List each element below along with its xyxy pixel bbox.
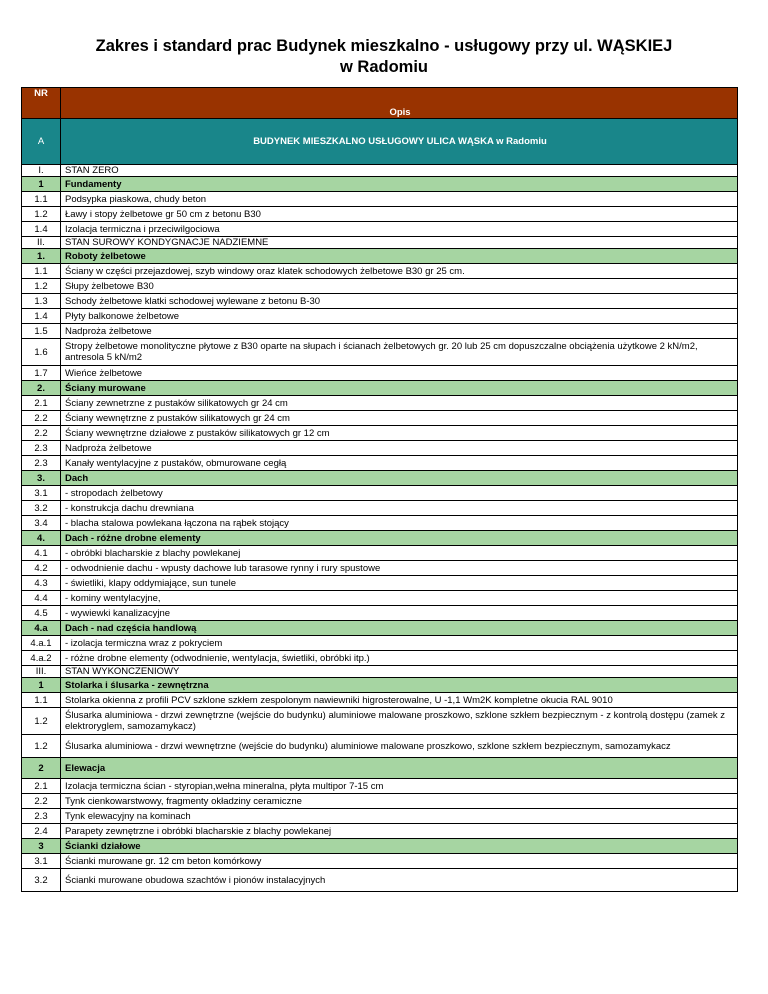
- table-row: [22, 324, 738, 339]
- row-description: Elewacja: [61, 758, 738, 779]
- table-row: [22, 207, 738, 222]
- row-number: 1.3: [22, 294, 61, 309]
- row-number: 4.5: [22, 606, 61, 621]
- row-number: 3.2: [22, 869, 61, 892]
- row-number: 4.1: [22, 546, 61, 561]
- table-row: [22, 606, 738, 621]
- row-description: Nadproża żelbetowe: [61, 441, 738, 456]
- table-row: [22, 456, 738, 471]
- row-description: - kominy wentylacyjne,: [61, 591, 738, 606]
- table-row: [22, 708, 738, 735]
- table-row: [22, 192, 738, 207]
- row-number: 2.1: [22, 779, 61, 794]
- table-row: [22, 651, 738, 666]
- table-row: [22, 693, 738, 708]
- table-row: [22, 294, 738, 309]
- row-number: 2.3: [22, 456, 61, 471]
- table-row: [22, 279, 738, 294]
- row-number: 1.1: [22, 192, 61, 207]
- table-row: [22, 426, 738, 441]
- document-title: Zakres i standard prac Budynek mieszkalno - usługowy przy ul. WĄSKIEJ: [95, 37, 673, 55]
- row-description: Roboty żelbetowe: [61, 249, 738, 264]
- row-number: 4.2: [22, 561, 61, 576]
- section-row: [22, 666, 738, 678]
- row-number: 2.3: [22, 809, 61, 824]
- row-description: Stolarka i ślusarka - zewnętrzna: [61, 678, 738, 693]
- row-description: Nadproża żelbetowe: [61, 324, 738, 339]
- table-header: [22, 88, 738, 119]
- row-number: 1.: [22, 249, 61, 264]
- row-description: Schody żelbetowe klatki schodowej wylewane z betonu B-30: [61, 294, 738, 309]
- row-description: Dach: [61, 471, 738, 486]
- row-number: A: [22, 119, 61, 165]
- row-number: 1: [22, 177, 61, 192]
- row-description: - izolacja termiczna wraz z pokryciem: [61, 636, 738, 651]
- row-number: I.: [22, 165, 61, 177]
- row-number: 2.2: [22, 794, 61, 809]
- row-description: Dach - nad częścia handlową: [61, 621, 738, 636]
- table-row: [22, 546, 738, 561]
- subsection-row: [22, 531, 738, 546]
- table-row: [22, 309, 738, 324]
- row-description: - konstrukcja dachu drewniana: [61, 501, 738, 516]
- row-number: 2.: [22, 381, 61, 396]
- table-row: [22, 779, 738, 794]
- row-description: Ściany zewnetrzne z pustaków silikatowych gr 24 cm: [61, 396, 738, 411]
- table-row: [22, 636, 738, 651]
- row-number: 4.: [22, 531, 61, 546]
- row-description: - odwodnienie dachu - wpusty dachowe lub tarasowe rynny i rury spustowe: [61, 561, 738, 576]
- row-number: II.: [22, 237, 61, 249]
- row-number: 1.6: [22, 339, 61, 366]
- row-description: Ściany murowane: [61, 381, 738, 396]
- row-number: 1.1: [22, 264, 61, 279]
- table-row: [22, 441, 738, 456]
- row-number: 4.3: [22, 576, 61, 591]
- table-row: [22, 486, 738, 501]
- row-number: 3.1: [22, 854, 61, 869]
- table-row: [22, 222, 738, 237]
- row-number: 1.2: [22, 207, 61, 222]
- row-description: Tynk elewacyjny na kominach: [61, 809, 738, 824]
- row-description: Ławy i stopy żelbetowe gr 50 cm z betonu B30: [61, 207, 738, 222]
- row-number: 4.a.2: [22, 651, 61, 666]
- table-row: [22, 264, 738, 279]
- table-row: [22, 591, 738, 606]
- row-description: Słupy żelbetowe B30: [61, 279, 738, 294]
- table-row: [22, 501, 738, 516]
- row-description: STAN SUROWY KONDYGNACJE NADZIEMNE: [61, 237, 738, 249]
- table-row: [22, 366, 738, 381]
- row-number: 3: [22, 839, 61, 854]
- row-number: 4.a: [22, 621, 61, 636]
- row-number: 2.2: [22, 411, 61, 426]
- row-number: 1.4: [22, 222, 61, 237]
- table-row: [22, 516, 738, 531]
- table-row: [22, 854, 738, 869]
- row-description: Izolacja termiczna ścian - styropian,wełna mineralna, płyta multipor 7-15 cm: [61, 779, 738, 794]
- row-number: 3.2: [22, 501, 61, 516]
- table-row: [22, 576, 738, 591]
- row-description: - stropodach żelbetowy: [61, 486, 738, 501]
- row-number: 1.2: [22, 708, 61, 735]
- table-row: [22, 824, 738, 839]
- row-number: 2.2: [22, 426, 61, 441]
- row-description: Dach - różne drobne elementy: [61, 531, 738, 546]
- table-row: [22, 339, 738, 366]
- row-description: - świetliki, klapy oddymiające, sun tunele: [61, 576, 738, 591]
- subsection-row: [22, 471, 738, 486]
- row-description: Płyty balkonowe żelbetowe: [61, 309, 738, 324]
- subsection-row: [22, 621, 738, 636]
- row-number: 3.: [22, 471, 61, 486]
- table-row: [22, 869, 738, 892]
- row-description: Parapety zewnętrzne i obróbki blacharskie z blachy powlekanej: [61, 824, 738, 839]
- row-description: STAN WYKONCZENIOWY: [61, 666, 738, 678]
- table-row: [22, 411, 738, 426]
- row-number: 1: [22, 678, 61, 693]
- scope-table: [21, 87, 738, 892]
- row-description: - obróbki blacharskie z blachy powlekanej: [61, 546, 738, 561]
- section-row: [22, 165, 738, 177]
- row-description: Izolacja termiczna i przeciwilgociowa: [61, 222, 738, 237]
- row-description: STAN ZERO: [61, 165, 738, 177]
- row-number: 3.1: [22, 486, 61, 501]
- row-description: Ślusarka aluminiowa - drzwi zewnętrzne (wejście do budynku) aluminiowe malowane proszkowo, szklone szkłem bezpiecznym - z kontrolą dostępu (zamek z elektroryglem, samozamykacz): [61, 708, 738, 735]
- subsection-row: [22, 839, 738, 854]
- row-number: 1.5: [22, 324, 61, 339]
- row-number: 3.4: [22, 516, 61, 531]
- row-description: Ściany wewnętrzne z pustaków silikatowych gr 24 cm: [61, 411, 738, 426]
- row-number: 2.1: [22, 396, 61, 411]
- subsection-row: [22, 758, 738, 779]
- subsection-row: [22, 678, 738, 693]
- row-number: 1.2: [22, 279, 61, 294]
- row-number: 2: [22, 758, 61, 779]
- row-description: Ścianki murowane obudowa szachtów i pionów instalacyjnych: [61, 869, 738, 892]
- table-row: [22, 561, 738, 576]
- row-number: 1.2: [22, 735, 61, 758]
- row-description: Ścianki murowane gr. 12 cm beton komórkowy: [61, 854, 738, 869]
- row-description: Tynk cienkowarstwowy, fragmenty okładziny ceramiczne: [61, 794, 738, 809]
- row-description: - wywiewki kanalizacyjne: [61, 606, 738, 621]
- building-row: [22, 119, 738, 165]
- subsection-row: [22, 177, 738, 192]
- row-number: 4.4: [22, 591, 61, 606]
- row-description: - blacha stalowa powlekana łączona na rąbek stojący: [61, 516, 738, 531]
- row-number: 2.3: [22, 441, 61, 456]
- row-description: Stropy żelbetowe monolityczne płytowe z B30 oparte na słupach i ścianach żelbetowych gr. 20 lub 25 cm dopuszczalne obciążenia użytkowe 2 kN/m2, antresola 5 kN/m2: [61, 339, 738, 366]
- document-subtitle: w Radomiu: [339, 58, 428, 76]
- table-row: [22, 794, 738, 809]
- row-number: 1.1: [22, 693, 61, 708]
- row-description: Podsypka piaskowa, chudy beton: [61, 192, 738, 207]
- row-description: - różne drobne elementy (odwodnienie, wentylacja, świetliki, obróbki itp.): [61, 651, 738, 666]
- row-description: Fundamenty: [61, 177, 738, 192]
- row-number: 1.4: [22, 309, 61, 324]
- row-description: Stolarka okienna z profili PCV szklone szkłem zespolonym nawiewniki higrosterowalne, U -1,1 Wm2K kompletne okucia RAL 9010: [61, 693, 738, 708]
- header-opis: Opis: [61, 88, 738, 119]
- row-number: 4.a.1: [22, 636, 61, 651]
- header-nr: NR: [22, 88, 61, 119]
- row-description: Ściany wewnętrzne działowe z pustaków silikatowych gr 12 cm: [61, 426, 738, 441]
- table-row: [22, 735, 738, 758]
- subsection-row: [22, 249, 738, 264]
- row-description: BUDYNEK MIESZKALNO USŁUGOWY ULICA WĄSKA w Radomiu: [61, 119, 738, 165]
- row-number: III.: [22, 666, 61, 678]
- table-row: [22, 809, 738, 824]
- section-row: [22, 237, 738, 249]
- subsection-row: [22, 381, 738, 396]
- row-number: 1.7: [22, 366, 61, 381]
- row-number: 2.4: [22, 824, 61, 839]
- row-description: Ślusarka aluminiowa - drzwi wewnętrzne (wejście do budynku) aluminiowe malowane proszkowo, szklone szkłem bezpiecznym, samozamykacz: [61, 735, 738, 758]
- row-description: Ściany w części przejazdowej, szyb windowy oraz klatek schodowych żelbetowe B30 gr 25 cm.: [61, 264, 738, 279]
- row-description: Wieńce żelbetowe: [61, 366, 738, 381]
- row-description: Ścianki działowe: [61, 839, 738, 854]
- table-row: [22, 396, 738, 411]
- row-description: Kanały wentylacyjne z pustaków, obmurowane cegłą: [61, 456, 738, 471]
